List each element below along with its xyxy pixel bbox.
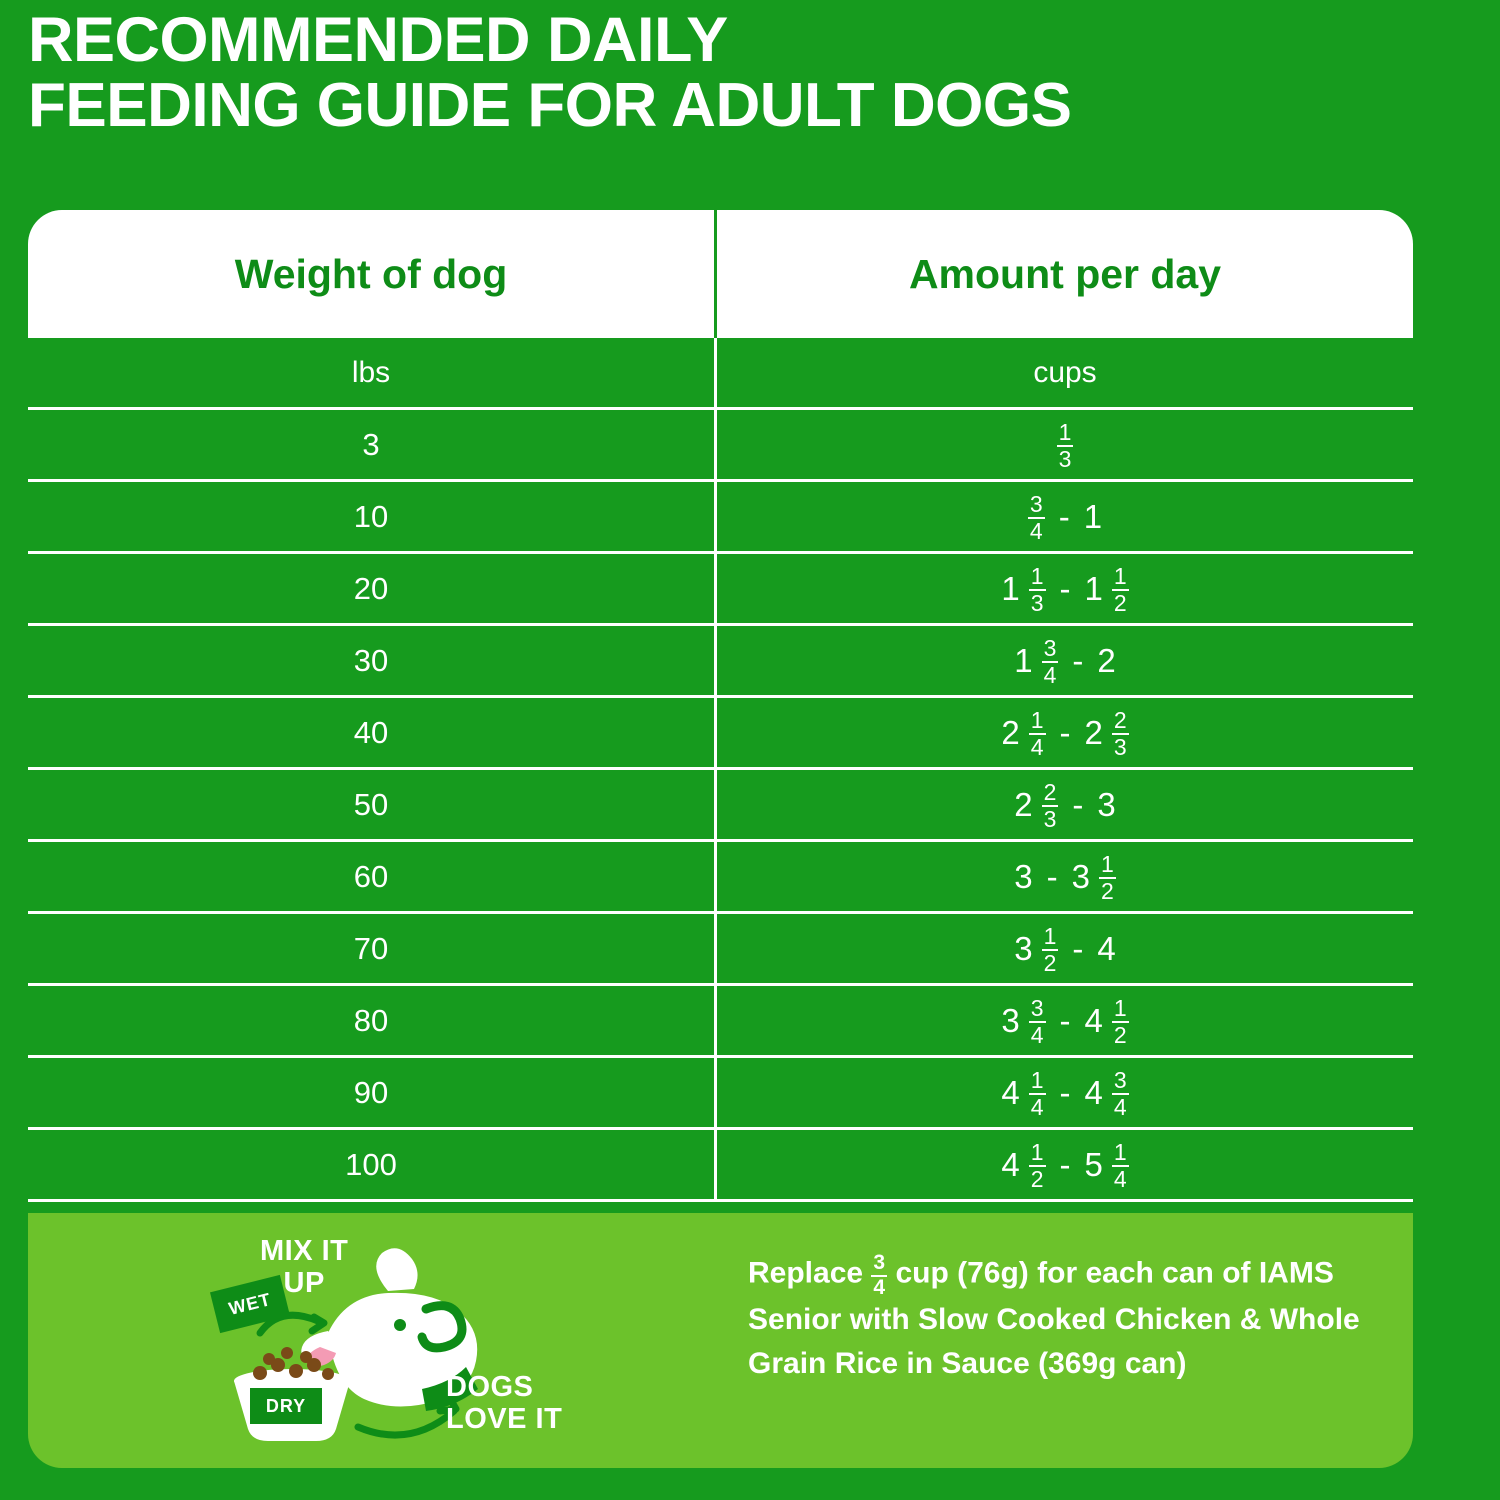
dog-bowl-illustration bbox=[28, 1213, 714, 1468]
row-amount: $\frac{3}{4}$ - 1 bbox=[714, 482, 1413, 551]
row-weight: 40 bbox=[353, 714, 389, 750]
table-row bbox=[28, 1130, 1413, 1202]
row-amount: 1 $\frac{1}{3}$ - 1 $\frac{1}{2}$ bbox=[714, 554, 1413, 623]
table-row bbox=[28, 698, 1413, 770]
title-line-2: FEEDING GUIDE FOR ADULT DOGS bbox=[28, 70, 1072, 140]
dogs-love-it-line-1: DOGS bbox=[446, 1371, 534, 1403]
replacement-note bbox=[714, 1213, 1413, 1468]
table-row bbox=[28, 554, 1413, 626]
units-weight: lbs bbox=[351, 355, 391, 389]
note-fraction-denominator: 4 bbox=[873, 1275, 886, 1299]
wet-food-label: WET bbox=[210, 1275, 290, 1333]
row-amount: 4 $\frac{1}{2}$ - 5 $\frac{1}{4}$ bbox=[714, 1130, 1413, 1199]
row-weight: 30 bbox=[353, 642, 389, 678]
note-fraction-numerator: 3 bbox=[873, 1251, 886, 1274]
row-weight: 60 bbox=[353, 858, 389, 894]
row-amount: 2 $\frac{2}{3}$ - 3 bbox=[714, 770, 1413, 839]
table-row bbox=[28, 842, 1413, 914]
units-amount: cups bbox=[714, 338, 1413, 407]
table-row bbox=[28, 410, 1413, 482]
row-amount: 3 - 3 $\frac{1}{2}$ bbox=[714, 842, 1413, 911]
note-after-text: cup (76g) for each can of IAMS Senior with Slow Cooked Chicken & Whole Grain Rice in Sauce (369g can) bbox=[748, 1256, 1360, 1380]
feeding-table bbox=[28, 210, 1413, 1202]
table-row bbox=[28, 482, 1413, 554]
row-weight: 90 bbox=[353, 1074, 389, 1110]
mix-it-up-line-1: MIX IT bbox=[260, 1235, 349, 1267]
title-line-1: RECOMMENDED DAILY bbox=[28, 5, 728, 75]
table-row bbox=[28, 626, 1413, 698]
row-weight: 20 bbox=[353, 570, 389, 606]
row-amount: 3 $\frac{3}{4}$ - 4 $\frac{1}{2}$ bbox=[714, 986, 1413, 1055]
row-amount: 4 $\frac{1}{4}$ - 4 $\frac{3}{4}$ bbox=[714, 1058, 1413, 1127]
table-row bbox=[28, 986, 1413, 1058]
row-weight: 10 bbox=[353, 498, 389, 534]
table-row bbox=[28, 770, 1413, 842]
row-weight: 100 bbox=[345, 1146, 397, 1182]
row-amount: 2 $\frac{1}{4}$ - 2 $\frac{2}{3}$ bbox=[714, 698, 1413, 767]
row-amount: 1 $\frac{3}{4}$ - 2 bbox=[714, 626, 1413, 695]
note-before-text: Replace bbox=[748, 1256, 864, 1290]
dry-food-label: DRY bbox=[250, 1388, 322, 1424]
row-weight: 3 bbox=[362, 426, 380, 462]
page-title bbox=[0, 0, 1500, 138]
note-fraction bbox=[871, 1252, 887, 1299]
row-amount: $\frac{1}{3}$ bbox=[714, 410, 1413, 479]
row-weight: 80 bbox=[353, 1002, 389, 1038]
dogs-love-it-label bbox=[446, 1371, 562, 1436]
row-weight: 70 bbox=[353, 930, 389, 966]
dogs-love-it-line-2: LOVE IT bbox=[446, 1403, 563, 1436]
mix-it-up-line-2: UP bbox=[283, 1267, 325, 1300]
mix-it-up-illustration bbox=[28, 1213, 714, 1468]
table-row bbox=[28, 914, 1413, 986]
table-units-row bbox=[28, 338, 1413, 410]
mix-it-up-panel bbox=[28, 1213, 1413, 1468]
header-weight-of-dog: Weight of dog bbox=[234, 250, 508, 297]
row-weight: 50 bbox=[353, 786, 389, 822]
table-header-row bbox=[28, 210, 1413, 338]
row-amount: 3 $\frac{1}{2}$ - 4 bbox=[714, 914, 1413, 983]
header-amount-per-day: Amount per day bbox=[714, 210, 1413, 338]
table-row bbox=[28, 1058, 1413, 1130]
